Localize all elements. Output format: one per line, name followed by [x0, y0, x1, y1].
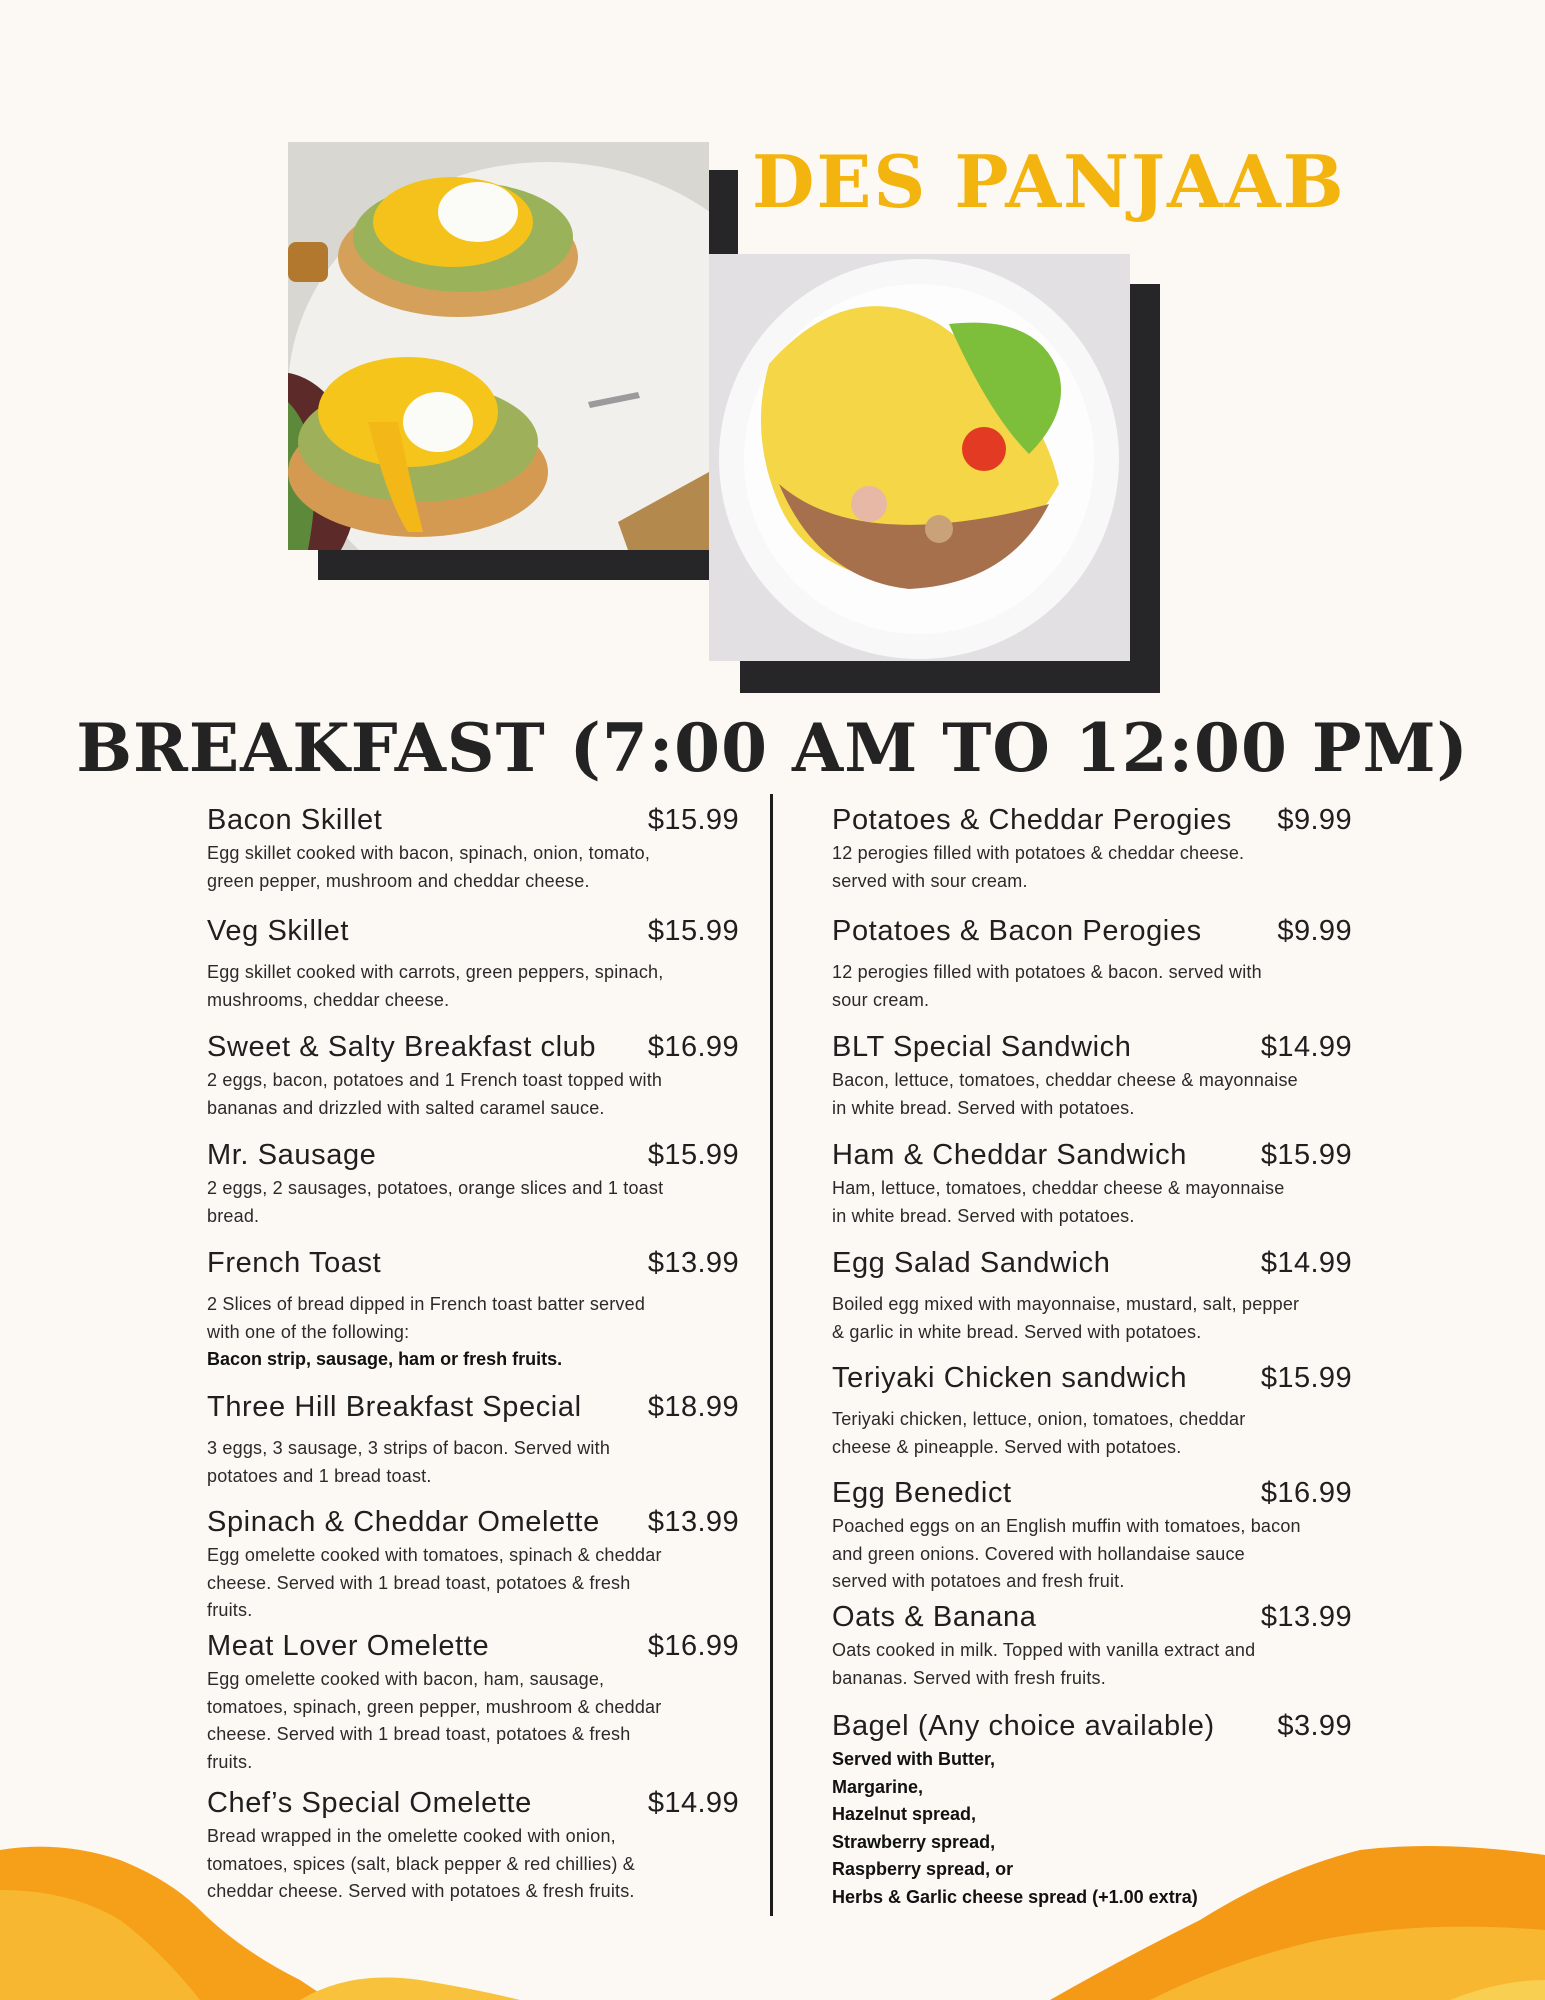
item-name: Ham & Cheddar Sandwich	[832, 1139, 1187, 1171]
item-desc-line: tomatoes, spinach, green pepper, mushroom & cheddar	[207, 1696, 662, 1717]
section-title: BREAKFAST (7:00 AM TO 12:00 PM)	[76, 709, 1469, 787]
item-desc-line: served with potatoes and fresh fruit.	[832, 1571, 1125, 1591]
item-price: $16.99	[647, 1031, 739, 1063]
menu-item	[207, 1135, 739, 1230]
item-desc-line: cheese & pineapple. Served with potatoes.	[832, 1436, 1182, 1457]
item-desc-line: Boiled egg mixed with mayonnaise, mustard, salt, pepper	[832, 1294, 1300, 1314]
item-desc-line: green pepper, mushroom and cheddar cheese.	[207, 870, 590, 891]
menu-item	[207, 800, 739, 895]
item-desc-line: sour cream.	[832, 989, 930, 1010]
item-desc-line: cheese. Served with 1 bread toast, potatoes & fresh	[207, 1572, 631, 1593]
item-name: Veg Skillet	[207, 915, 350, 947]
item-name: Bagel (Any choice available)	[832, 1710, 1215, 1742]
item-price: $14.99	[1260, 1031, 1352, 1063]
item-desc-line: in white bread. Served with potatoes.	[832, 1097, 1135, 1118]
item-desc-line: bread.	[207, 1205, 260, 1226]
item-name: Three Hill Breakfast Special	[207, 1391, 582, 1423]
item-price: $9.99	[1277, 804, 1352, 836]
item-price: $16.99	[647, 1630, 739, 1662]
item-desc-line: Teriyaki chicken, lettuce, onion, tomatoes, cheddar	[832, 1409, 1246, 1429]
item-desc-line: potatoes and 1 bread toast.	[207, 1465, 432, 1486]
brand-name: DES PANJAAB	[752, 139, 1346, 224]
item-name: Egg Benedict	[832, 1477, 1012, 1509]
decorative-wave	[0, 1830, 1545, 2000]
item-price: $15.99	[647, 915, 739, 947]
item-desc-line: in white bread. Served with potatoes.	[832, 1205, 1135, 1226]
item-name: Chef’s Special Omelette	[207, 1787, 532, 1819]
item-desc-line: 2 eggs, 2 sausages, potatoes, orange slices and 1 toast	[207, 1178, 664, 1198]
item-note-line: Strawberry spread,	[832, 1831, 996, 1852]
item-price: $16.99	[1260, 1477, 1352, 1509]
item-desc-line: Egg skillet cooked with carrots, green peppers, spinach,	[207, 962, 664, 982]
item-desc-line: cheese. Served with 1 bread toast, potatoes & fresh	[207, 1724, 631, 1744]
item-name: French Toast	[207, 1247, 382, 1279]
item-price: $15.99	[1260, 1139, 1352, 1171]
item-note-line: Herbs & Garlic cheese spread (+1.00 extra)	[832, 1886, 1198, 1907]
item-desc-line: 2 Slices of bread dipped in French toast batter served	[207, 1294, 646, 1314]
menu-item	[207, 1502, 739, 1625]
omelette-plate-photo	[709, 254, 1130, 661]
item-desc-line: served with sour cream.	[832, 870, 1028, 891]
item-note-line: Bacon strip, sausage, ham or fresh fruits.	[207, 1349, 563, 1369]
item-price: $18.99	[647, 1391, 739, 1423]
item-note-line: Margarine,	[832, 1776, 924, 1797]
item-name: Spinach & Cheddar Omelette	[207, 1506, 600, 1538]
menu-item	[832, 1473, 1352, 1596]
item-price: $3.99	[1277, 1710, 1352, 1742]
column-divider	[770, 794, 773, 1916]
item-desc-line: cheddar cheese. Served with potatoes & fresh fruits.	[207, 1881, 635, 1901]
item-desc-line: bananas and drizzled with salted caramel sauce.	[207, 1097, 605, 1118]
item-desc-line: fruits.	[207, 1600, 253, 1620]
item-desc-line: Oats cooked in milk. Topped with vanilla extract and	[832, 1640, 1256, 1660]
item-name: Mr. Sausage	[207, 1139, 377, 1171]
menu-item	[832, 1243, 1352, 1346]
item-price: $14.99	[647, 1787, 739, 1819]
item-price: $13.99	[647, 1247, 739, 1279]
item-name: BLT Special Sandwich	[832, 1031, 1132, 1063]
item-price: $15.99	[647, 804, 739, 836]
menu-item	[207, 1027, 739, 1122]
item-desc-line: bananas. Served with fresh fruits.	[832, 1667, 1106, 1688]
item-price: $9.99	[1277, 915, 1352, 947]
item-name: Sweet & Salty Breakfast club	[207, 1031, 597, 1063]
item-name: Potatoes & Cheddar Perogies	[832, 804, 1232, 836]
item-name: Meat Lover Omelette	[207, 1630, 490, 1662]
menu-item	[832, 800, 1352, 895]
item-price: $13.99	[647, 1506, 739, 1538]
menu-item	[207, 1387, 739, 1490]
menu-item	[207, 1243, 739, 1374]
item-note-line: Raspberry spread, or	[832, 1859, 1014, 1879]
item-name: Bacon Skillet	[207, 804, 383, 836]
eggs-benedict-photo	[288, 142, 709, 550]
item-desc-line: Poached eggs on an English muffin with tomatoes, bacon	[832, 1516, 1301, 1536]
item-desc-line: and green onions. Covered with hollandaise sauce	[832, 1543, 1245, 1564]
item-name: Egg Salad Sandwich	[832, 1247, 1111, 1279]
item-name: Oats & Banana	[832, 1601, 1037, 1633]
item-desc-line: Bacon, lettuce, tomatoes, cheddar cheese & mayonnaise	[832, 1070, 1298, 1090]
menu-item	[207, 1626, 739, 1776]
item-desc-line: 3 eggs, 3 sausage, 3 strips of bacon. Served with	[207, 1438, 611, 1458]
item-desc-line: Ham, lettuce, tomatoes, cheddar cheese & mayonnaise	[832, 1178, 1285, 1198]
item-desc-line: 2 eggs, bacon, potatoes and 1 French toast topped with	[207, 1070, 663, 1090]
item-desc-line: Egg skillet cooked with bacon, spinach, onion, tomato,	[207, 843, 651, 863]
item-desc-line: Egg omelette cooked with tomatoes, spinach & cheddar	[207, 1545, 662, 1565]
menu-item	[832, 911, 1352, 1014]
item-desc-line: & garlic in white bread. Served with potatoes.	[832, 1321, 1202, 1342]
item-note-line: Served with Butter,	[832, 1749, 996, 1769]
menu-item	[832, 1358, 1352, 1461]
item-price: $13.99	[1260, 1601, 1352, 1633]
item-desc-line: mushrooms, cheddar cheese.	[207, 989, 450, 1010]
menu-item	[832, 1597, 1352, 1692]
menu-item	[207, 911, 739, 1014]
item-desc-line: tomatoes, spices (salt, black pepper & red chillies) &	[207, 1853, 635, 1874]
item-note-line: Hazelnut spread,	[832, 1804, 977, 1824]
menu-item	[832, 1027, 1352, 1122]
item-desc-line: with one of the following:	[207, 1321, 410, 1342]
item-price: $14.99	[1260, 1247, 1352, 1279]
item-desc-line: Egg omelette cooked with bacon, ham, sausage,	[207, 1669, 605, 1689]
item-desc-line: 12 perogies filled with potatoes & bacon. served with	[832, 962, 1262, 982]
item-name: Teriyaki Chicken sandwich	[832, 1362, 1188, 1394]
item-desc-line: Bread wrapped in the omelette cooked with onion,	[207, 1826, 616, 1846]
item-price: $15.99	[1260, 1362, 1352, 1394]
item-price: $15.99	[647, 1139, 739, 1171]
item-desc-line: fruits.	[207, 1751, 253, 1772]
item-desc-line: 12 perogies filled with potatoes & cheddar cheese.	[832, 843, 1245, 863]
item-name: Potatoes & Bacon Perogies	[832, 915, 1202, 947]
menu-item	[832, 1135, 1352, 1230]
